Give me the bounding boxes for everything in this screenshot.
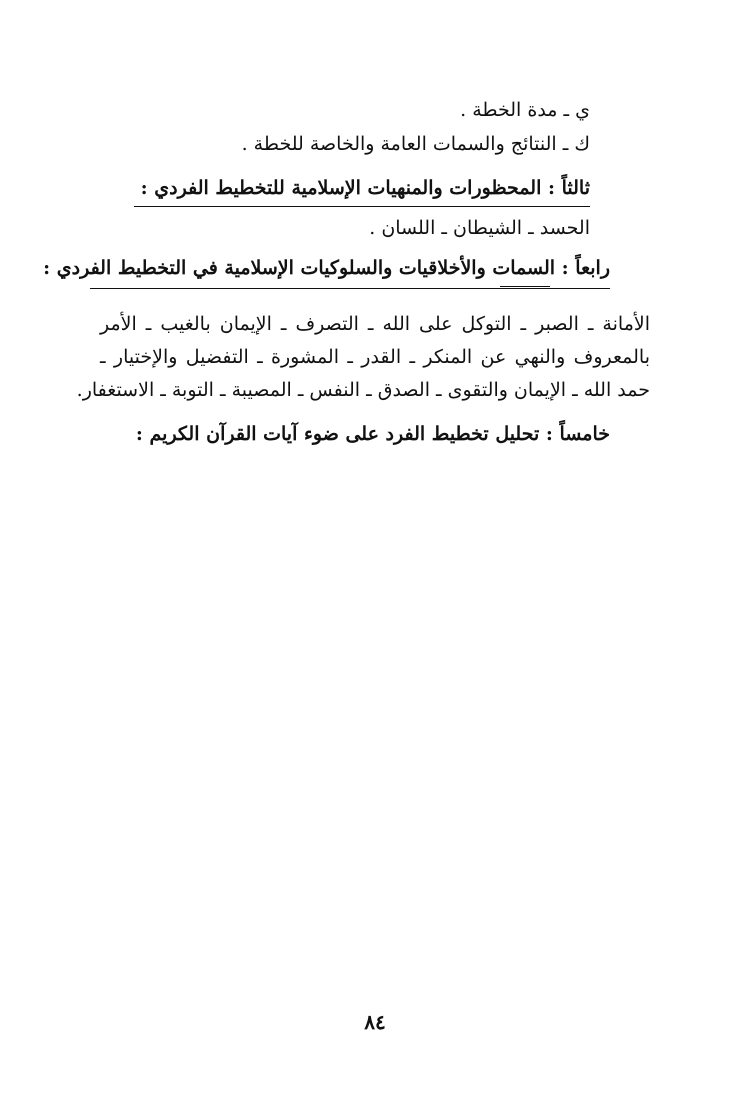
section-three-content: الحسد ـ الشيطان ـ اللسان . — [369, 217, 590, 239]
section-four-label: رابعاً : — [561, 257, 610, 279]
section-three-underline — [134, 206, 590, 207]
list-item-ya: ي ـ مدة الخطة . — [460, 99, 590, 121]
section-four-line-2: بالمعروف والنهي عن المنكر ـ القدر ـ المشورة ـ التفضيل والإختيار ـ — [100, 346, 650, 368]
section-four-underline — [90, 288, 610, 289]
list-item-kaf: ك ـ النتائج والسمات العامة والخاصة للخطة . — [241, 133, 590, 155]
section-four-heading — [43, 255, 610, 281]
section-four-line-1: الأمانة ـ الصبر ـ التوكل على الله ـ التصرف ـ الإيمان بالغيب ـ الأمر — [100, 313, 650, 335]
section-four-underline-short — [500, 286, 550, 287]
section-five-title: تحليل تخطيط الفرد على ضوء آيات القرآن الكريم : — [135, 423, 540, 445]
section-three-heading — [141, 175, 590, 201]
section-four-title: السمات والأخلاقيات والسلوكيات الإسلامية في التخطيط الفردي : — [43, 257, 556, 279]
section-five-label: خامساً : — [545, 423, 610, 445]
section-five-heading — [136, 421, 610, 447]
section-three-label: ثالثاً : — [547, 177, 590, 199]
section-three-title: المحظورات والمنهيات الإسلامية للتخطيط الفردي : — [140, 177, 542, 199]
page-number: ٨٤ — [364, 1010, 386, 1034]
section-four-line-3: حمد الله ـ الإيمان والتقوى ـ الصدق ـ النفس ـ المصيبة ـ التوبة ـ الاستغفار. — [76, 379, 650, 401]
